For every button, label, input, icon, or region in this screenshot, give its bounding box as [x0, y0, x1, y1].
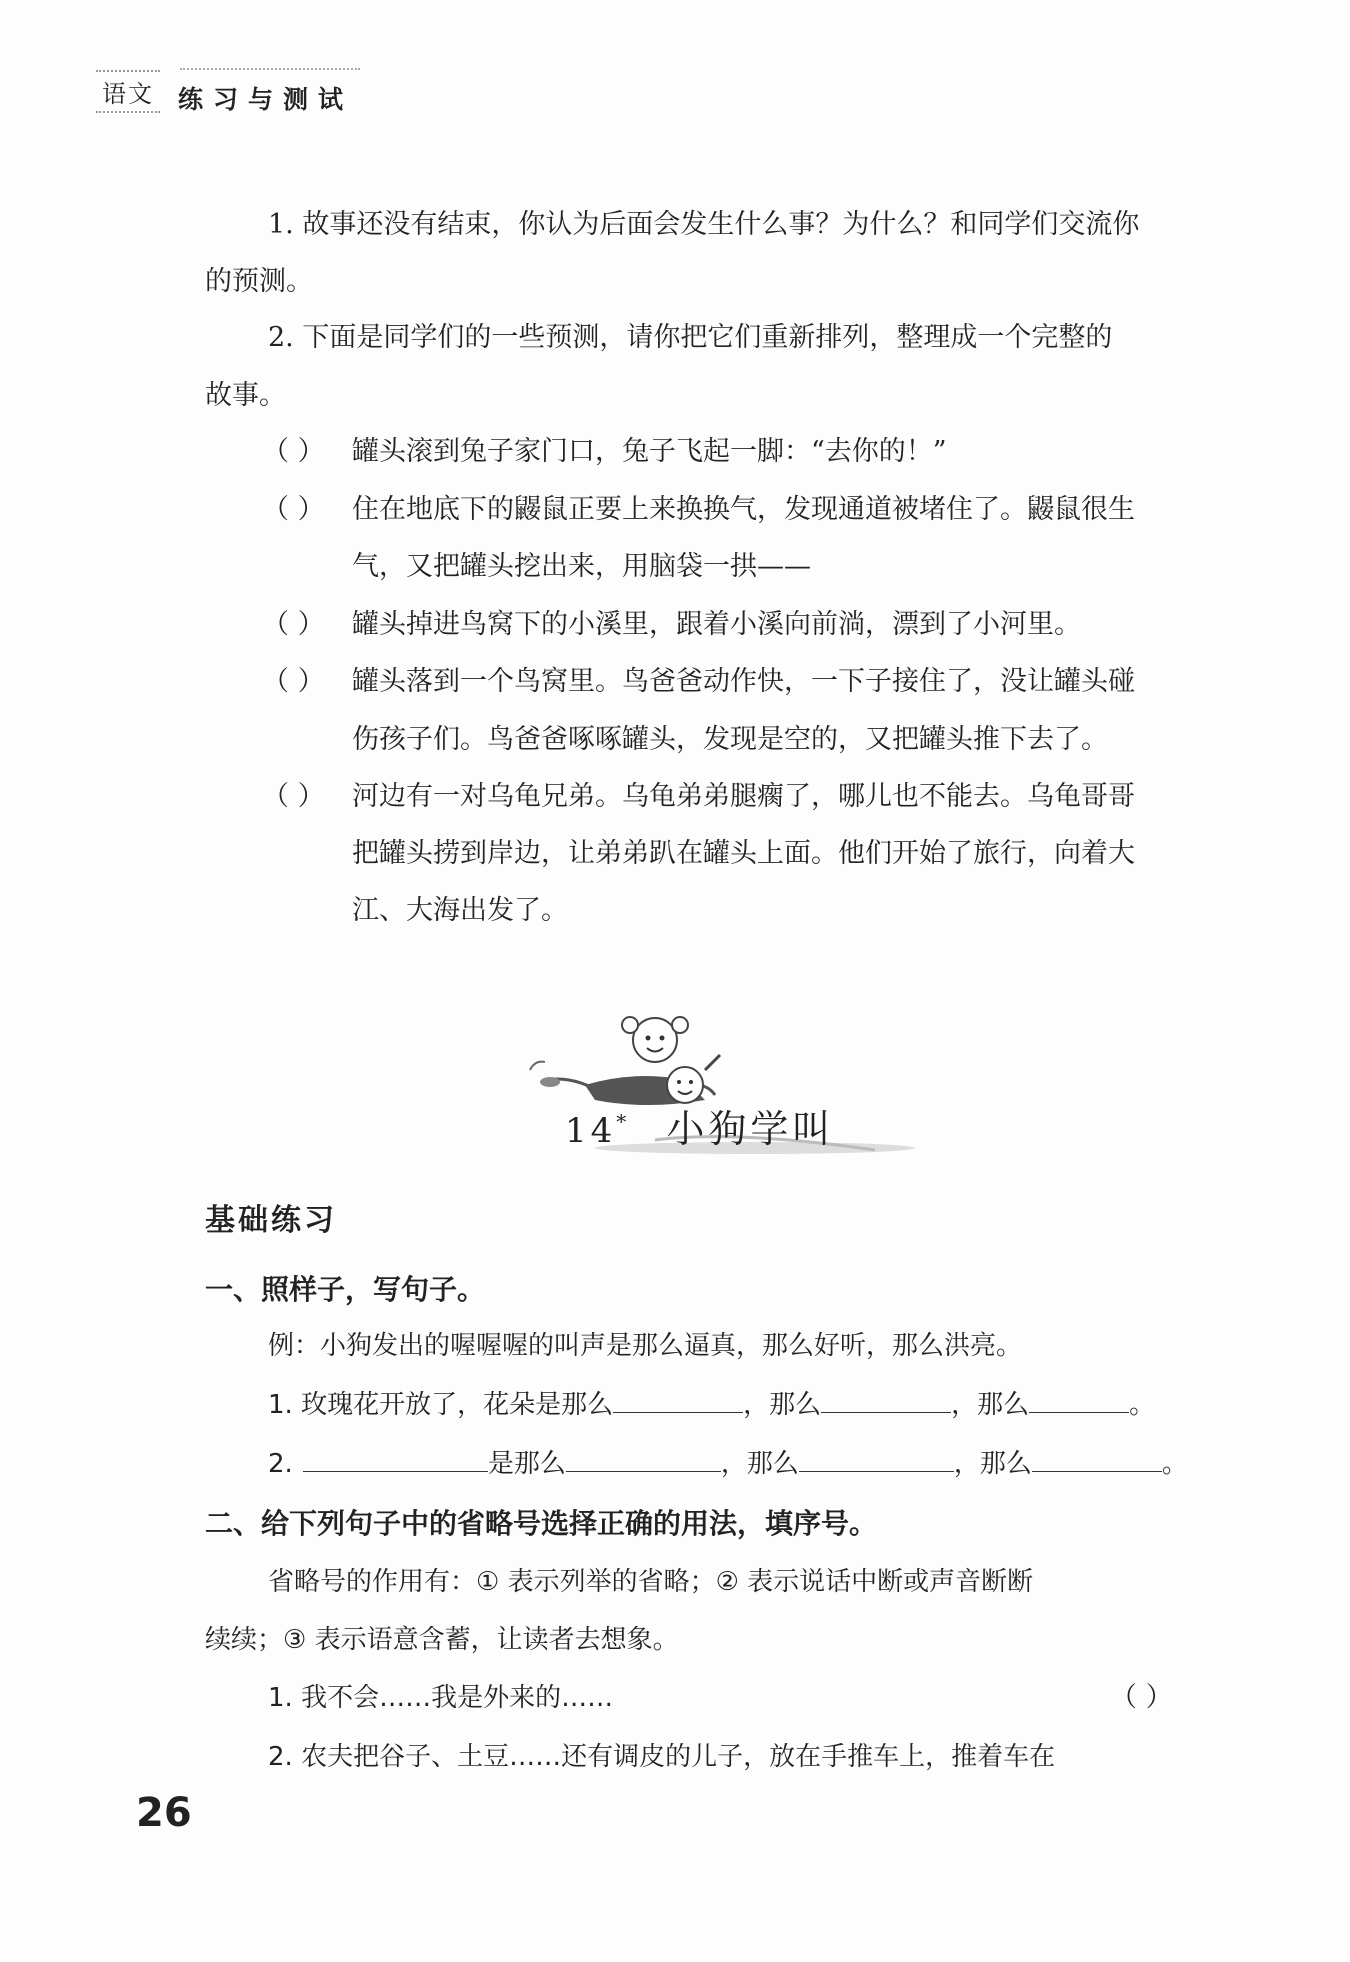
section1-sentence1	[268, 1384, 1155, 1425]
answer-blank[interactable]	[821, 1384, 951, 1413]
section2-intro2: 续续；③ 表示语意含蓄，让读者去想象。	[205, 1625, 679, 1655]
s1-namo: ，那么	[951, 1390, 1030, 1420]
order-bracket[interactable]: （ ）	[262, 609, 325, 640]
answer-blank[interactable]	[1029, 1384, 1129, 1413]
s2-shi-namo: 是那么	[487, 1449, 566, 1479]
order-bracket[interactable]: （ ）	[262, 666, 325, 697]
header-divider	[180, 68, 360, 70]
answer-blank[interactable]	[303, 1443, 488, 1472]
item-text: 伤孩子们。鸟爸爸啄啄罐头，发现是空的，又把罐头推下去了。	[352, 724, 1108, 755]
q1-line1: 1. 故事还没有结束，你认为后面会发生什么事？为什么？和同学们交流你	[268, 209, 1140, 240]
section1-heading: 一、照样子，写句子。	[205, 1273, 486, 1306]
section1-example: 例：小狗发出的喔喔喔的叫声是那么逼真，那么好听，那么洪亮。	[268, 1331, 1023, 1361]
order-bracket[interactable]: （ ）	[262, 436, 325, 467]
answer-blank[interactable]	[566, 1443, 721, 1472]
item-text: 住在地底下的鼹鼠正要上来换换气，发现通道被堵住了。鼹鼠很生	[352, 494, 1135, 525]
s2-namo: ，那么	[720, 1449, 799, 1479]
answer-blank[interactable]	[613, 1384, 743, 1413]
item-text: 罐头落到一个鸟窝里。鸟爸爸动作快，一下子接住了，没让罐头碰	[352, 666, 1135, 697]
s1-prefix: 1. 玫瑰花开放了，花朵是那么	[268, 1390, 614, 1420]
subject-tag: 语文	[96, 70, 160, 113]
order-bracket[interactable]: （ ）	[262, 781, 325, 812]
book-title: 练习与测试	[178, 85, 354, 114]
item-text: 河边有一对乌龟兄弟。乌龟弟弟腿瘸了，哪儿也不能去。乌龟哥哥	[352, 781, 1135, 812]
lesson-name: 小狗学叫	[666, 1107, 835, 1151]
basic-practice-heading: 基础练习	[205, 1203, 337, 1238]
answer-blank[interactable]	[1032, 1443, 1162, 1472]
section2-q1: 1. 我不会……我是外来的……	[268, 1683, 614, 1713]
item-text: 把罐头捞到岸边，让弟弟趴在罐头上面。他们开始了旅行，向着大	[352, 838, 1135, 869]
section2-q1-answer-bracket[interactable]: （ ）	[1110, 1682, 1173, 1713]
s1-period: 。	[1129, 1390, 1156, 1420]
section1-sentence2	[268, 1443, 1188, 1484]
q2-line1: 2. 下面是同学们的一些预测，请你把它们重新排列，整理成一个完整的	[268, 322, 1113, 353]
s1-namo: ，那么	[743, 1390, 822, 1420]
lesson-number: 14	[565, 1111, 617, 1151]
q1-line2: 的预测。	[205, 266, 313, 297]
s2-namo: ，那么	[953, 1449, 1032, 1479]
order-bracket[interactable]: （ ）	[262, 494, 325, 525]
item-text: 江、大海出发了。	[352, 895, 568, 926]
s2-prefix: 2.	[268, 1449, 293, 1479]
section2-q2: 2. 农夫把谷子、土豆……还有调皮的儿子，放在手推车上，推着车在	[268, 1742, 1056, 1772]
item-text: 罐头滚到兔子家门口，兔子飞起一脚：“去你的！”	[352, 436, 947, 467]
item-text: 气，又把罐头挖出来，用脑袋一拱——	[352, 551, 811, 582]
s2-period: 。	[1161, 1449, 1188, 1479]
lesson-title	[565, 1098, 834, 1153]
lesson-mark: *	[616, 1109, 631, 1134]
q2-line2: 故事。	[205, 380, 286, 411]
item-text: 罐头掉进鸟窝下的小溪里，跟着小溪向前淌，漂到了小河里。	[352, 609, 1081, 640]
section2-heading: 二、给下列句子中的省略号选择正确的用法，填序号。	[205, 1507, 878, 1540]
section2-intro1: 省略号的作用有：① 表示列举的省略；② 表示说话中断或声音断断	[268, 1567, 1034, 1597]
answer-blank[interactable]	[799, 1443, 954, 1472]
page-number: 26	[136, 1790, 192, 1836]
